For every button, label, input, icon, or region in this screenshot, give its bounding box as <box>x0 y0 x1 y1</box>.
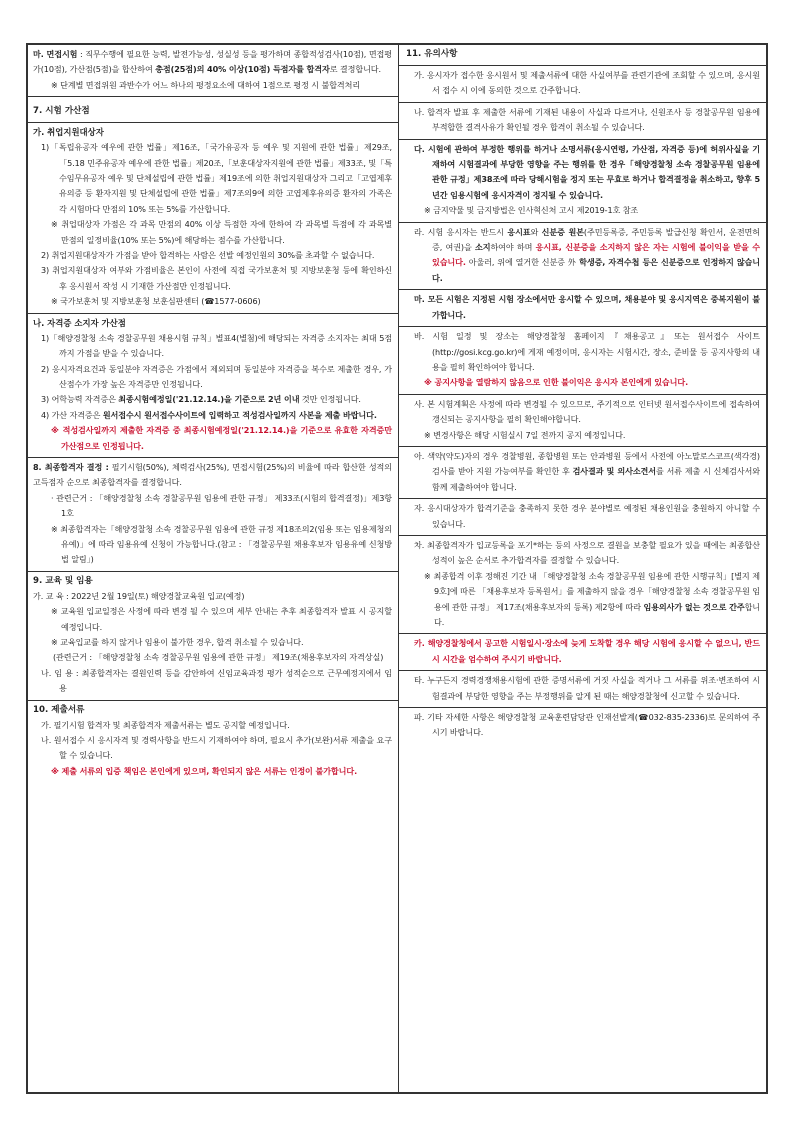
section-8-note: ※ 최종합격자는「해양경찰청 소속 경찰공무원 임용에 관한 규정 제18조의2(임용 또는 임용제청의 유예)」에 따라 임용유예 신청이 가능합니다.(참고 : 「경찰공무원 채용후보자 임용유예 신청방법 알림」) <box>51 523 392 565</box>
divider <box>28 313 398 314</box>
divider <box>28 700 398 701</box>
section-9-note-1: ※ 교육원 입교일정은 사정에 따라 변경 될 수 있으며 세부 안내는 추후 최종합격자 발표 시 공지할 예정입니다. <box>51 606 392 632</box>
section-ma-title: 마. 면접시험 <box>33 49 78 59</box>
section-7b-warning: ※ 적성검사일까지 제출한 자격증 중 최종시험예정일('21.12.14.)을 기준으로 유효한 자격증만 가산점으로 인정됩니다. <box>51 425 392 451</box>
notice-a: 아. 색약(약도)자의 경우 경찰병원, 종합병원 또는 안과병원 등에서 사전에 아노말로스코프(색각경) 검사를 받아 지원 가능여부를 확인한 후 검사결과 및 의사소견서를 서류 제출 시 신체검사서와 함께 제출하여야 합니다. <box>414 450 760 492</box>
divider <box>28 571 398 572</box>
divider <box>399 633 766 634</box>
divider <box>399 535 766 536</box>
notice-ba: 바. 시험 일정 및 장소는 해양경찰청 홈페이지『채용공고』또는 원서접수 사이트(http://gosi.kcg.go.kr)에 게재 예정이며, 응시자는 시험시간, 장소, 준비물 등 공지사항의 내용을 필히 확인하여야 합니다. <box>414 331 760 372</box>
section-7a-note-1: ※ 취업대상자 가점은 각 과목 만점의 40% 이상 득점한 자에 한하여 각 과목별 득점에 각 과목별 만점의 일정비율(10% 또는 5%)에 해당하는 점수를 가산합니다. <box>51 219 392 245</box>
section-8: 8. 최종합격자 결정 : 필기시험(50%), 체력검사(25%), 면접시험(25%)의 비율에 따라 합산한 성적의 고득점자 순으로 최종합격자를 결정합니다. <box>33 461 392 488</box>
section-7a-note-3: ※ 국가보훈처 및 지방보훈청 보훈심판센터 (☎1577-0606) <box>51 296 261 307</box>
divider <box>28 96 398 97</box>
section-7b-item-2: 2) 응시자격요건과 동일분야 자격증은 가점에서 제외되며 동일분야 자격증을 복수로 제출한 경우, 가산점수가 가장 높은 자격증만 인정됩니다. <box>41 363 392 389</box>
divider <box>399 446 766 447</box>
notice-na: 나. 합격자 발표 후 제출한 서류에 기재된 내용이 사실과 다르거나, 신원조사 등 경찰공무원 임용에 부적합한 결격사유가 확인될 경우 합격이 취소될 수 있습니다. <box>414 106 760 133</box>
divider <box>399 498 766 499</box>
divider <box>28 122 398 123</box>
section-10-item-ga: 가. 필기시험 합격자 및 최종합격자 제출서류는 별도 공지할 예정입니다. <box>41 719 290 730</box>
notice-cha: 차. 최종합격자가 입교등록을 포기*하는 등의 사정으로 결원을 보충할 필요가 있을 때에는 최종합산 성적이 높은 순서로 추가합격자를 결정할 수 있습니다. <box>414 539 760 566</box>
section-10-item-na: 나. 원서접수 시 응시자격 및 경력사항을 반드시 기재하여야 하며, 필요시 추가(보완)서류 제출을 요구할 수 있습니다. <box>41 735 392 761</box>
divider <box>28 457 398 458</box>
section-7a-item-3: 3) 취업지원대상자 여부와 가점비율은 본인이 사전에 직접 국가보훈처 및 지방보훈청 등에 확인하신 후 응시원서 작성 시 기재한 가산점만 인정됩니다. <box>41 265 392 291</box>
section-11-title: 11. 유의사항 <box>406 49 458 59</box>
section-7a-title: 가. 취업지원대상자 <box>33 127 104 138</box>
section-7-title: 7. 시험 가산점 <box>33 106 90 117</box>
divider <box>399 707 766 708</box>
interview-note: ※ 단계별 면접위원 과반수가 어느 하나의 평정요소에 대하여 1점으로 평정 시 불합격처리 <box>51 79 361 90</box>
document-page <box>26 43 768 1094</box>
notice-sa: 사. 본 시험계획은 사정에 따라 변경될 수 있으므로, 주기적으로 인터넷 원서접수사이트에 접속하여 갱신되는 공지사항을 필히 확인해야합니다. <box>414 398 760 425</box>
section-9-title: 9. 교육 및 임용 <box>33 575 93 586</box>
right-column <box>399 45 766 1092</box>
notice-ja: 자. 응시대상자가 합격기준을 충족하지 못한 경우 분야별로 예정된 채용인원을 충원하지 아니할 수 있습니다. <box>414 503 760 529</box>
divider <box>399 394 766 395</box>
notice-ka: 카. 해양경찰청에서 공고한 시험일시·장소에 늦게 도착할 경우 해당 시험에 응시할 수 없으니, 반드시 시간을 엄수하여 주시기 바랍니다. <box>414 638 760 664</box>
notice-ma: 마. 모든 시험은 지정된 시험 장소에서만 응시할 수 있으며, 채용분야 및 응시지역은 중복지원이 불가합니다. <box>414 294 760 320</box>
divider <box>399 326 766 327</box>
section-10-warning: ※ 제출 서류의 입증 책임은 본인에게 있으며, 확인되지 않은 서류는 인정이 불가합니다. <box>51 765 358 776</box>
notice-pa: 파. 기타 자세한 사항은 해양경찰청 교육훈련담당관 인재선발계(☎032-835-2336)로 문의하여 주시기 바랍니다. <box>414 712 760 738</box>
divider <box>399 102 766 103</box>
divider <box>399 65 766 66</box>
notice-sa-note: ※ 변경사항은 해당 시험실시 7일 전까지 공지 예정입니다. <box>424 429 626 440</box>
notice-ga: 가. 응시자가 접수한 응시원서 및 제출서류에 대한 사실여부를 관련기관에 조회할 수 있으며, 응시원서 접수 시 이에 동의한 것으로 간주합니다. <box>414 70 760 96</box>
section-7b-item-1: 1)「해양경찰청 소속 경찰공무원 채용시험 규칙」별표4(별첨)에 해당되는 자격증 소지자는 최대 5점까지 가점을 받을 수 있습니다. <box>41 332 392 359</box>
section-7a-item-1: 1)「독립유공자 예우에 관한 법률」제16조,「국가유공자 등 예우 및 지원에 관한 법률」제29조,「5.18 민주유공자 예우에 관한 법률」제20조,「보훈대상자지원에 관한 법률」제33조, 및「특수임무유공자 예우 및 단체설립에 관한 법률」제19조에 의한 취업지원대상자 그리고「고엽제후유의증 등 환자지원 및 단체설립에 관한 법률」제7조의9에 의한 고엽제후유의증 환자의 가족은 각 시험마다 만점의 10% 또는 5%를 가산합니다. <box>41 142 392 214</box>
notice-da-note: ※ 금지약물 및 금지방법은 인사혁신처 고시 제2019-1호 참조 <box>424 205 639 216</box>
section-7b-title: 나. 자격증 소지자 가산점 <box>33 317 126 328</box>
section-9-education: 가. 교 육 : 2022년 2월 19일(토) 해양경찰교육원 입교(예정) <box>33 590 245 601</box>
notice-cha-note: ※ 최종합격 이후 정해진 기간 내 「해양경찰청 소속 경찰공무원 임용에 관한 시행규칙」[별지 제9호]에 따른 「채용후보자 등록원서」를 제출하지 않을 경우「해양경찰청 소속 경찰공무원 임용에 관한 규정」 제17조(채용후보자의 등록) 제2항에 따라 임용의사가 없는 것으로 간주합니다. <box>424 570 760 627</box>
notice-ta: 타. 누구든지 경력경쟁채용시험에 관한 증명서류에 거짓 사실을 적거나 그 서류를 위조·변조하여 시험결과에 부당한 영향을 주는 부정행위를 알게 된 때는 해양경찰청에 신고할 수 있습니다. <box>414 675 760 701</box>
notice-ba-warning: ※ 공지사항을 열람하지 않음으로 인한 불이익은 응시자 본인에게 있습니다. <box>424 377 689 388</box>
section-7a-item-2: 2) 취업지원대상자가 가점을 받아 합격하는 사람은 선발 예정인원의 30%를 초과할 수 없습니다. <box>41 250 375 261</box>
section-ma-interview: 마. 면접시험 : 직무수행에 필요한 능력, 발전가능성, 성실성 등을 평가하며 종합적성검사(10점), 면접평가(10점), 가산점(5점)을 합산하여 총점(25점)의 40% 이상(10점) 득점자를 합격자로 결정합니다. <box>33 49 392 75</box>
section-9-note-2: ※ 교육입교를 하지 않거나 임용이 불가한 경우, 합격 취소될 수 있습니다. <box>51 637 304 647</box>
section-9-note-2-ref: (관련근거 : 「해양경찰청 소속 경찰공무원 임용에 관한 규정」 제19조(채용후보자의 자격상실) <box>53 652 384 663</box>
notice-da: 다. 시험에 관하여 부정한 행위를 하거나 소명서류(응시연령, 가산점, 자격증 등)에 허위사실을 기재하여 시험결과에 부당한 영향을 주는 행위를 한 경우「해양경찰청 소속 경찰공무원 임용에 관한 규정」제38조에 따라 당해시험을 정지 또는 무효로 하거나 합격결정을 취소하고, 향후 5년간 임용시험에 응시자격이 정지될 수 있습니다. <box>414 143 760 200</box>
section-10-title: 10. 제출서류 <box>33 704 85 715</box>
section-9-appointment: 나. 임 용 : 최종합격자는 결원인력 등을 감안하여 신임교육과정 평가 성적순으로 근무예정지에서 임용 <box>41 667 392 694</box>
notice-ra: 라. 시험 응시자는 반드시 응시표와 신분증 원본(주민등록증, 주민등록 발급신청 확인서, 운전면허증, 여권)을 소지하여야 하며 응시표, 신분증을 소지하지 않은 자는 시험에 불이익을 받을 수 있습니다. 아울러, 위에 열거한 신분증 外 학생증, 자격수첩 등은 신분증으로 인정하지 않습니다. <box>414 226 760 283</box>
divider <box>399 222 766 223</box>
divider <box>399 139 766 140</box>
section-8-reference: · 관련근거 : 「해양경찰청 소속 경찰공무원 임용에 관한 규정」 제33조(시험의 합격결정)」제3항1호 <box>51 492 392 519</box>
section-8-title: 8. 최종합격자 결정 : <box>33 461 109 472</box>
section-7b-item-3: 3) 어학능력 자격증은 최종시험예정일('21.12.14.)을 기준으로 2년 이내 것만 인정됩니다. <box>41 394 361 405</box>
divider <box>399 670 766 671</box>
left-column <box>28 45 399 1092</box>
divider <box>399 289 766 290</box>
section-7b-item-4: 4) 가산 자격증은 원서접수시 원서접수사이트에 입력하고 적성검사일까지 사본을 제출 바랍니다. <box>41 409 377 420</box>
